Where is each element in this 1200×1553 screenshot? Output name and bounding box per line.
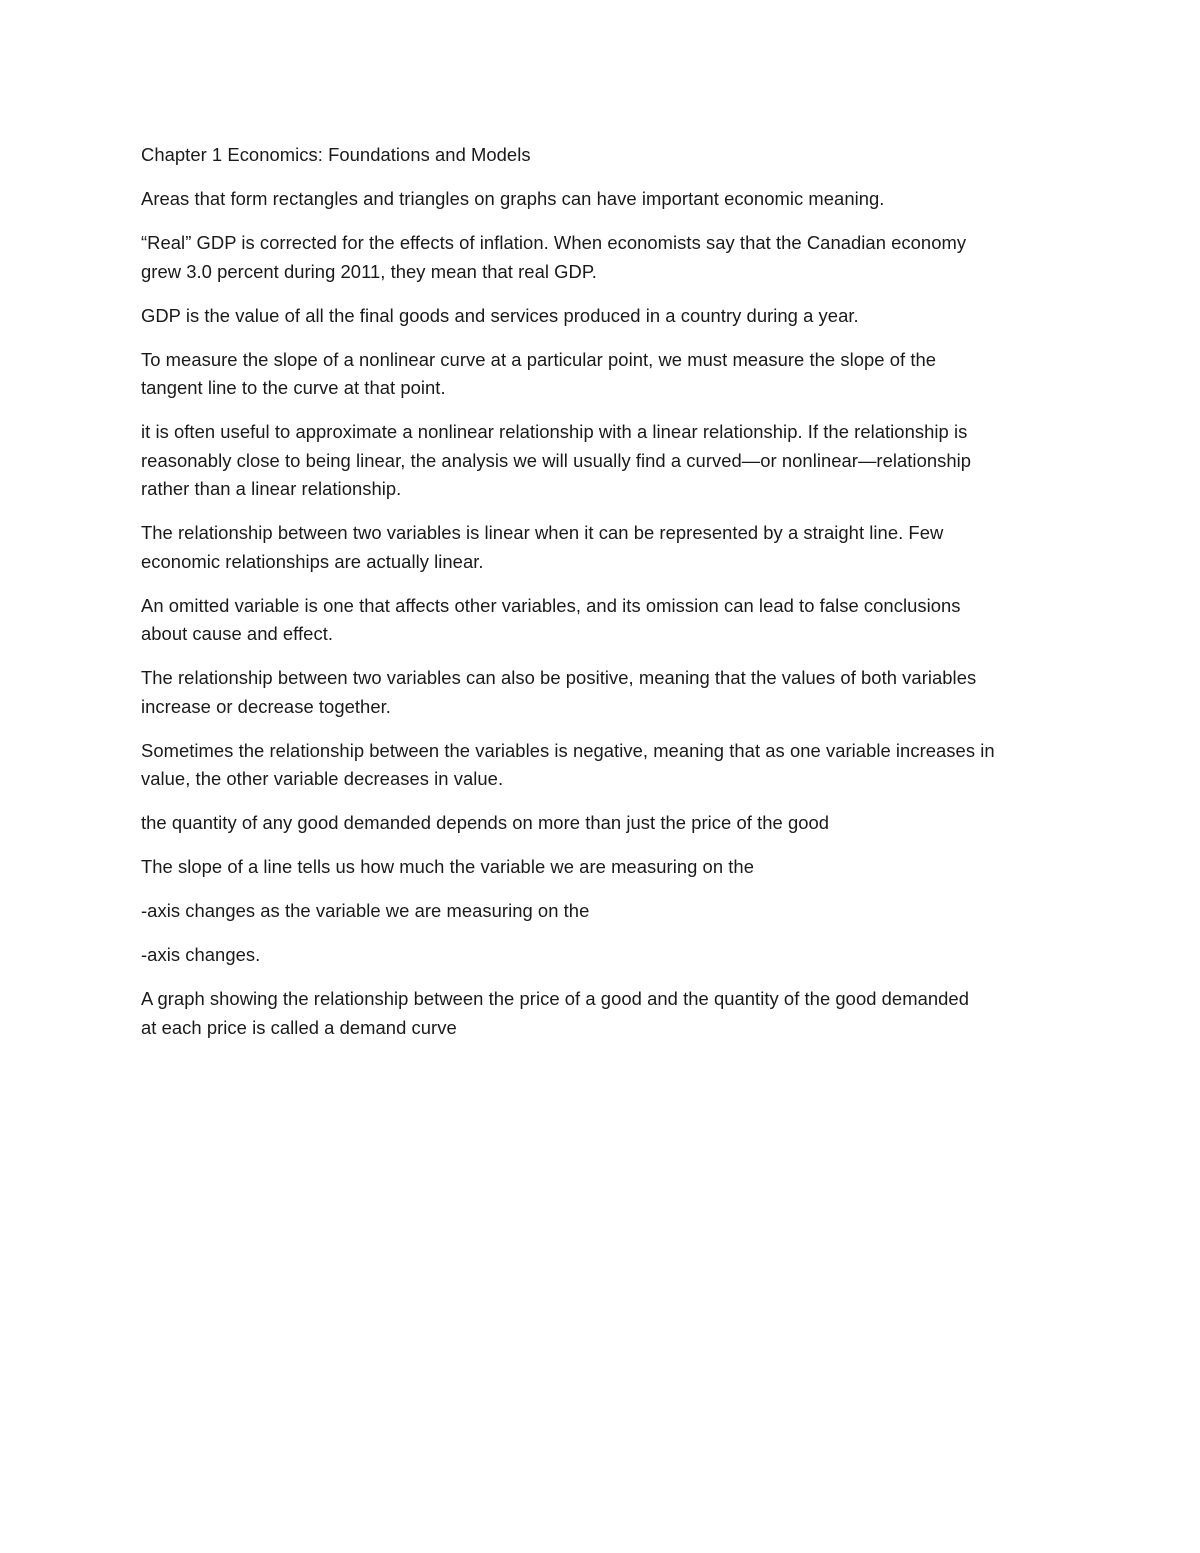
- paragraph-line: The relationship between two variables is linear when it can be represented by a straight line. Few: [141, 522, 944, 543]
- paragraph-line: value, the other variable decreases in value.: [141, 768, 504, 789]
- paragraph-7: [141, 592, 1071, 649]
- paragraph-line: about cause and effect.: [141, 623, 334, 644]
- paragraph-6: [141, 519, 1071, 576]
- paragraph-line: A graph showing the relationship between the price of a good and the quantity of the good demanded: [141, 988, 969, 1009]
- paragraph-line: Areas that form rectangles and triangles on graphs can have important economic meaning.: [141, 188, 885, 209]
- paragraph-3: [141, 302, 1071, 331]
- paragraph-line: -axis changes.: [141, 944, 261, 965]
- paragraph-line: “Real” GDP is corrected for the effects of inflation. When economists say that the Canadian economy: [141, 232, 967, 253]
- paragraph-14: [141, 985, 1071, 1042]
- paragraph-line: rather than a linear relationship.: [141, 478, 402, 499]
- paragraph-line: GDP is the value of all the final goods and services produced in a country during a year.: [141, 304, 859, 326]
- paragraph-11: [141, 853, 1071, 882]
- paragraph-line: To measure the slope of a nonlinear curve at a particular point, we must measure the slope of the: [141, 348, 937, 370]
- paragraph-8: [141, 664, 1071, 721]
- paragraph-1: [141, 185, 1071, 214]
- paragraph-line: The slope of a line tells us how much the variable we are measuring on the: [141, 856, 754, 877]
- paragraph-line: grew 3.0 percent during 2011, they mean that real GDP.: [141, 260, 597, 282]
- paragraph-13: [141, 941, 1071, 970]
- paragraph-line: Sometimes the relationship between the variables is negative, meaning that as one variable increases in: [141, 739, 995, 761]
- paragraph-line: it is often useful to approximate a nonlinear relationship with a linear relationship. If the relationship is: [141, 421, 968, 442]
- paragraph-line: reasonably close to being linear, the analysis we will usually find a curved—or nonlinear—relationship: [141, 449, 972, 471]
- paragraph-5: [141, 418, 1071, 504]
- paragraph-line: tangent line to the curve at that point.: [141, 377, 446, 398]
- document-body: [141, 141, 1071, 1058]
- paragraph-line: the quantity of any good demanded depends on more than just the price of the good: [141, 812, 830, 833]
- paragraph-12: [141, 897, 1071, 926]
- paragraph-9: [141, 737, 1071, 794]
- paragraph-line: The relationship between two variables can also be positive, meaning that the values of both variables: [141, 667, 977, 688]
- paragraph-line: economic relationships are actually linear.: [141, 550, 484, 572]
- paragraph-line: increase or decrease together.: [141, 695, 391, 717]
- paragraph-10: [141, 809, 1071, 838]
- paragraph-line: -axis changes as the variable we are measuring on the: [141, 900, 590, 921]
- chapter-title-text: Chapter 1 Economics: Foundations and Models: [141, 144, 531, 165]
- paragraph-4: [141, 346, 1071, 403]
- paragraph-line: at each price is called a demand curve: [141, 1016, 457, 1038]
- paragraph-line: An omitted variable is one that affects other variables, and its omission can lead to false conclusions: [141, 594, 961, 616]
- chapter-title: [141, 141, 1071, 170]
- paragraph-2: [141, 229, 1071, 286]
